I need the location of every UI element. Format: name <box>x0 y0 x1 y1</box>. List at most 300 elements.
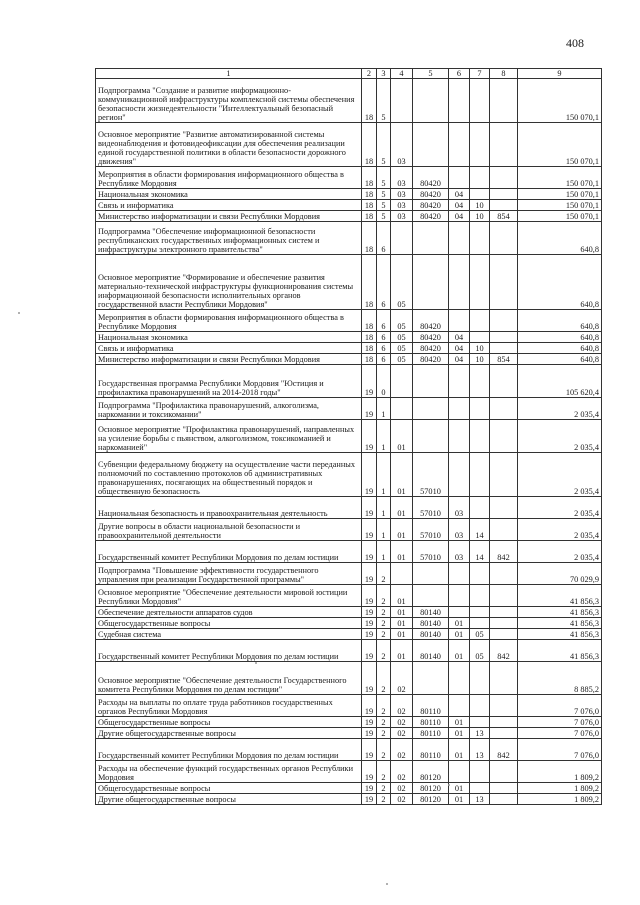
cell-sum: 150 070,1 <box>518 123 602 167</box>
cell-dir: 80420 <box>413 354 449 365</box>
cell-name: Мероприятия в области формирования информационного общества в Республике Мордовия <box>96 310 362 332</box>
cell-grbs <box>490 343 518 354</box>
table-row <box>96 222 602 255</box>
cell-grbs <box>490 585 518 607</box>
cell-grbs <box>490 783 518 794</box>
cell-name: Подпрограмма "Создание и развитие информационно-коммуникационной инфраструктуры комплексной системы обеспечения безопасности жизнедеятельности "Интеллектуальный безопасный регион" <box>96 79 362 123</box>
cell-sum: 150 070,1 <box>518 189 602 200</box>
cell-name: Основное мероприятие "Обеспечение деятельности мировой юстиции Республики Мордовия" <box>96 585 362 607</box>
cell-name: Основное мероприятие "Профилактика правонарушений, направленных на усиление борьбы с пьянством, алкоголизмом, токсикоманией и наркоманией" <box>96 420 362 453</box>
cell-name: Мероприятия в области формирования информационного общества в Республике Мордовия <box>96 167 362 189</box>
cell-sp: 6 <box>377 255 391 310</box>
header-cell: 2 <box>362 69 377 79</box>
cell-sp: 2 <box>377 629 391 640</box>
cell-podrazdel <box>470 563 490 585</box>
cell-podrazdel: 10 <box>470 200 490 211</box>
cell-sum: 2 035,4 <box>518 541 602 563</box>
cell-sum: 150 070,1 <box>518 167 602 189</box>
cell-razdel: 04 <box>449 200 470 211</box>
cell-sum: 640,8 <box>518 222 602 255</box>
cell-om <box>391 398 413 420</box>
cell-podrazdel <box>470 497 490 519</box>
cell-grbs <box>490 310 518 332</box>
cell-name: Основное мероприятие "Обеспечение деятельности Государственного комитета Республики Мордовия по делам юстиции" <box>96 662 362 695</box>
cell-podrazdel <box>470 398 490 420</box>
cell-razdel: 04 <box>449 343 470 354</box>
cell-podrazdel <box>470 662 490 695</box>
cell-name: Связь и информатика <box>96 200 362 211</box>
cell-grbs <box>490 255 518 310</box>
cell-dir: 80420 <box>413 200 449 211</box>
table-row <box>96 398 602 420</box>
table-row <box>96 541 602 563</box>
cell-sp: 2 <box>377 783 391 794</box>
table-row <box>96 453 602 497</box>
cell-razdel <box>449 79 470 123</box>
cell-sum: 41 856,3 <box>518 607 602 618</box>
cell-podrazdel: 13 <box>470 739 490 761</box>
cell-gp: 19 <box>362 585 377 607</box>
cell-sum: 41 856,3 <box>518 640 602 662</box>
cell-name: Государственный комитет Республики Мордовия по делам юстиции <box>96 640 362 662</box>
cell-podrazdel: 10 <box>470 354 490 365</box>
cell-sum: 41 856,3 <box>518 629 602 640</box>
cell-gp: 18 <box>362 79 377 123</box>
cell-gp: 19 <box>362 365 377 398</box>
cell-grbs <box>490 420 518 453</box>
cell-sp: 2 <box>377 794 391 805</box>
cell-sum: 1 809,2 <box>518 761 602 783</box>
table-row <box>96 761 602 783</box>
cell-sp: 2 <box>377 585 391 607</box>
cell-dir <box>413 662 449 695</box>
cell-razdel: 01 <box>449 783 470 794</box>
cell-razdel <box>449 222 470 255</box>
cell-razdel <box>449 420 470 453</box>
cell-sp: 2 <box>377 640 391 662</box>
cell-dir: 80420 <box>413 310 449 332</box>
cell-sum: 8 885,2 <box>518 662 602 695</box>
cell-grbs: 842 <box>490 640 518 662</box>
cell-gp: 19 <box>362 497 377 519</box>
cell-name: Судебная система <box>96 629 362 640</box>
cell-name: Общегосударственные вопросы <box>96 783 362 794</box>
cell-razdel <box>449 585 470 607</box>
cell-podrazdel <box>470 222 490 255</box>
cell-dir <box>413 420 449 453</box>
cell-dir <box>413 365 449 398</box>
cell-sum: 41 856,3 <box>518 585 602 607</box>
cell-gp: 19 <box>362 519 377 541</box>
cell-razdel: 04 <box>449 211 470 222</box>
cell-razdel: 04 <box>449 189 470 200</box>
table-row <box>96 310 602 332</box>
cell-name: Государственный комитет Республики Мордовия по делам юстиции <box>96 541 362 563</box>
cell-om: 01 <box>391 607 413 618</box>
cell-razdel: 01 <box>449 717 470 728</box>
header-cell: 6 <box>449 69 470 79</box>
cell-om: 01 <box>391 541 413 563</box>
cell-razdel <box>449 398 470 420</box>
cell-sum: 640,8 <box>518 354 602 365</box>
cell-sum: 640,8 <box>518 343 602 354</box>
cell-om: 02 <box>391 662 413 695</box>
cell-dir <box>413 123 449 167</box>
cell-name: Расходы на обеспечение функций государственных органов Республики Мордовия <box>96 761 362 783</box>
cell-grbs <box>490 167 518 189</box>
cell-om: 05 <box>391 255 413 310</box>
cell-grbs <box>490 453 518 497</box>
cell-grbs <box>490 79 518 123</box>
cell-gp: 19 <box>362 695 377 717</box>
cell-sp: 5 <box>377 211 391 222</box>
cell-sp: 5 <box>377 167 391 189</box>
cell-gp: 19 <box>362 541 377 563</box>
cell-sp: 0 <box>377 365 391 398</box>
cell-gp: 18 <box>362 354 377 365</box>
cell-razdel: 04 <box>449 354 470 365</box>
cell-podrazdel <box>470 79 490 123</box>
cell-podrazdel <box>470 717 490 728</box>
cell-gp: 19 <box>362 761 377 783</box>
header-row <box>96 69 602 79</box>
cell-razdel <box>449 563 470 585</box>
cell-sum: 7 076,0 <box>518 695 602 717</box>
cell-name: Другие общегосударственные вопросы <box>96 794 362 805</box>
cell-om <box>391 79 413 123</box>
cell-razdel <box>449 365 470 398</box>
cell-sum: 2 035,4 <box>518 398 602 420</box>
cell-sum: 105 620,4 <box>518 365 602 398</box>
cell-name: Государственный комитет Республики Мордовия по делам юстиции <box>96 739 362 761</box>
table-row <box>96 167 602 189</box>
cell-podrazdel: 14 <box>470 519 490 541</box>
header-cell: 8 <box>490 69 518 79</box>
cell-dir: 80420 <box>413 211 449 222</box>
cell-om: 02 <box>391 794 413 805</box>
cell-sp: 2 <box>377 761 391 783</box>
cell-podrazdel <box>470 585 490 607</box>
cell-grbs <box>490 398 518 420</box>
cell-sp: 2 <box>377 717 391 728</box>
cell-razdel: 01 <box>449 728 470 739</box>
cell-om: 03 <box>391 200 413 211</box>
cell-razdel: 01 <box>449 629 470 640</box>
cell-sum: 2 035,4 <box>518 453 602 497</box>
cell-sum: 2 035,4 <box>518 519 602 541</box>
table-row <box>96 717 602 728</box>
cell-om: 02 <box>391 695 413 717</box>
cell-name: Подпрограмма "Обеспечение информационной безопасности республиканских государственных информационных систем и инфраструктуры электронного правительства" <box>96 222 362 255</box>
cell-razdel: 03 <box>449 541 470 563</box>
cell-om: 01 <box>391 519 413 541</box>
cell-gp: 19 <box>362 420 377 453</box>
cell-name: Субвенции федеральному бюджету на осуществление части переданных полномочий по составлению протоколов об административных правонарушениях, посягающих на общественный порядок и общественную безопасность <box>96 453 362 497</box>
cell-dir: 80110 <box>413 739 449 761</box>
cell-dir: 80120 <box>413 794 449 805</box>
cell-gp: 19 <box>362 563 377 585</box>
cell-grbs <box>490 607 518 618</box>
cell-grbs <box>490 123 518 167</box>
cell-gp: 18 <box>362 167 377 189</box>
table-row <box>96 354 602 365</box>
cell-razdel: 01 <box>449 618 470 629</box>
cell-sp: 2 <box>377 662 391 695</box>
cell-om: 05 <box>391 332 413 343</box>
cell-razdel <box>449 695 470 717</box>
cell-sum: 640,8 <box>518 310 602 332</box>
cell-om: 01 <box>391 420 413 453</box>
cell-name: Подпрограмма "Профилактика правонарушений, алкоголизма, наркомании и токсикомании" <box>96 398 362 420</box>
cell-grbs <box>490 695 518 717</box>
cell-sp: 5 <box>377 200 391 211</box>
cell-sum: 1 809,2 <box>518 783 602 794</box>
cell-dir: 57010 <box>413 519 449 541</box>
cell-podrazdel <box>470 607 490 618</box>
cell-grbs <box>490 728 518 739</box>
cell-sp: 1 <box>377 519 391 541</box>
cell-sp: 6 <box>377 310 391 332</box>
cell-sp: 5 <box>377 123 391 167</box>
cell-dir: 57010 <box>413 541 449 563</box>
cell-dir <box>413 398 449 420</box>
header-cell: 7 <box>470 69 490 79</box>
header-cell: 5 <box>413 69 449 79</box>
cell-om: 02 <box>391 717 413 728</box>
cell-sum: 41 856,3 <box>518 618 602 629</box>
cell-podrazdel <box>470 189 490 200</box>
cell-name: Другие вопросы в области национальной безопасности и правоохранительной деятельности <box>96 519 362 541</box>
cell-razdel <box>449 761 470 783</box>
cell-dir: 57010 <box>413 453 449 497</box>
cell-name: Расходы на выплаты по оплате труда работников государственных органов Республики Мордовия <box>96 695 362 717</box>
cell-om: 03 <box>391 167 413 189</box>
cell-grbs <box>490 519 518 541</box>
cell-dir: 80420 <box>413 167 449 189</box>
cell-om: 05 <box>391 354 413 365</box>
cell-gp: 18 <box>362 222 377 255</box>
cell-sp: 6 <box>377 354 391 365</box>
table-row <box>96 189 602 200</box>
cell-podrazdel <box>470 453 490 497</box>
cell-dir: 80420 <box>413 332 449 343</box>
cell-om: 02 <box>391 739 413 761</box>
cell-podrazdel: 13 <box>470 794 490 805</box>
cell-razdel <box>449 662 470 695</box>
cell-dir <box>413 222 449 255</box>
cell-sum: 7 076,0 <box>518 739 602 761</box>
table-row <box>96 519 602 541</box>
cell-sum: 7 076,0 <box>518 717 602 728</box>
cell-sp: 2 <box>377 739 391 761</box>
table-row <box>96 618 602 629</box>
cell-podrazdel <box>470 618 490 629</box>
cell-grbs: 842 <box>490 541 518 563</box>
cell-om: 05 <box>391 310 413 332</box>
table-row <box>96 695 602 717</box>
cell-dir: 80110 <box>413 728 449 739</box>
cell-razdel: 04 <box>449 332 470 343</box>
cell-grbs <box>490 497 518 519</box>
cell-sp: 2 <box>377 728 391 739</box>
table-row <box>96 420 602 453</box>
cell-sp: 2 <box>377 618 391 629</box>
cell-sum: 7 076,0 <box>518 728 602 739</box>
header-cell: 1 <box>96 69 362 79</box>
table-row <box>96 739 602 761</box>
cell-podrazdel: 05 <box>470 640 490 662</box>
cell-dir: 80110 <box>413 717 449 728</box>
cell-podrazdel: 05 <box>470 629 490 640</box>
cell-grbs: 842 <box>490 739 518 761</box>
cell-sp: 1 <box>377 398 391 420</box>
cell-om: 02 <box>391 761 413 783</box>
cell-gp: 18 <box>362 310 377 332</box>
cell-podrazdel <box>470 123 490 167</box>
cell-grbs: 854 <box>490 211 518 222</box>
cell-om: 01 <box>391 629 413 640</box>
table-row <box>96 728 602 739</box>
cell-om: 01 <box>391 497 413 519</box>
cell-gp: 18 <box>362 332 377 343</box>
cell-dir: 80110 <box>413 695 449 717</box>
cell-sp: 1 <box>377 541 391 563</box>
header-cell: 3 <box>377 69 391 79</box>
cell-name: Министерство информатизации и связи Республики Мордовия <box>96 354 362 365</box>
cell-sum: 70 029,9 <box>518 563 602 585</box>
cell-podrazdel: 10 <box>470 343 490 354</box>
table-row <box>96 585 602 607</box>
cell-gp: 19 <box>362 728 377 739</box>
cell-podrazdel: 14 <box>470 541 490 563</box>
header-cell: 9 <box>518 69 602 79</box>
cell-om: 02 <box>391 783 413 794</box>
cell-name: Общегосударственные вопросы <box>96 618 362 629</box>
cell-grbs <box>490 629 518 640</box>
cell-sum: 150 070,1 <box>518 200 602 211</box>
cell-gp: 19 <box>362 640 377 662</box>
cell-podrazdel <box>470 695 490 717</box>
table-row <box>96 794 602 805</box>
cell-sum: 640,8 <box>518 255 602 310</box>
cell-razdel <box>449 310 470 332</box>
cell-gp: 19 <box>362 453 377 497</box>
cell-name: Другие общегосударственные вопросы <box>96 728 362 739</box>
cell-razdel <box>449 453 470 497</box>
cell-om: 02 <box>391 728 413 739</box>
cell-name: Министерство информатизации и связи Республики Мордовия <box>96 211 362 222</box>
cell-sum: 2 035,4 <box>518 420 602 453</box>
cell-dir <box>413 79 449 123</box>
cell-razdel <box>449 255 470 310</box>
cell-om: 03 <box>391 211 413 222</box>
cell-name: Государственная программа Республики Мордовия "Юстиция и профилактика правонарушений на 2014-2018 годы" <box>96 365 362 398</box>
cell-razdel: 03 <box>449 497 470 519</box>
cell-name: Обеспечение деятельности аппаратов судов <box>96 607 362 618</box>
cell-razdel: 01 <box>449 739 470 761</box>
cell-om: 01 <box>391 453 413 497</box>
cell-sp: 5 <box>377 79 391 123</box>
cell-name: Национальная безопасность и правоохранительная деятельность <box>96 497 362 519</box>
cell-podrazdel <box>470 783 490 794</box>
header-cell: 4 <box>391 69 413 79</box>
cell-gp: 19 <box>362 717 377 728</box>
cell-grbs <box>490 662 518 695</box>
cell-grbs: 854 <box>490 354 518 365</box>
cell-sp: 6 <box>377 343 391 354</box>
cell-grbs <box>490 200 518 211</box>
cell-grbs <box>490 794 518 805</box>
table-row <box>96 211 602 222</box>
cell-razdel <box>449 167 470 189</box>
cell-dir: 80140 <box>413 629 449 640</box>
cell-dir: 80140 <box>413 607 449 618</box>
cell-dir: 57010 <box>413 497 449 519</box>
cell-dir: 80420 <box>413 189 449 200</box>
cell-grbs <box>490 717 518 728</box>
cell-sp: 5 <box>377 189 391 200</box>
cell-podrazdel <box>470 310 490 332</box>
cell-dir <box>413 255 449 310</box>
cell-sum: 2 035,4 <box>518 497 602 519</box>
cell-gp: 18 <box>362 211 377 222</box>
cell-name: Национальная экономика <box>96 189 362 200</box>
table-row <box>96 497 602 519</box>
cell-sp: 1 <box>377 420 391 453</box>
cell-om: 05 <box>391 343 413 354</box>
cell-razdel: 01 <box>449 640 470 662</box>
table-row <box>96 563 602 585</box>
table-row <box>96 640 602 662</box>
cell-grbs <box>490 365 518 398</box>
table-row <box>96 662 602 695</box>
cell-grbs <box>490 222 518 255</box>
table-row <box>96 79 602 123</box>
cell-gp: 19 <box>362 618 377 629</box>
cell-gp: 18 <box>362 200 377 211</box>
table-row <box>96 343 602 354</box>
cell-om: 03 <box>391 123 413 167</box>
cell-om <box>391 222 413 255</box>
table-row <box>96 332 602 343</box>
cell-gp: 19 <box>362 794 377 805</box>
cell-grbs <box>490 618 518 629</box>
cell-razdel <box>449 607 470 618</box>
cell-podrazdel: 10 <box>470 211 490 222</box>
cell-dir <box>413 585 449 607</box>
cell-gp: 19 <box>362 783 377 794</box>
cell-sp: 2 <box>377 563 391 585</box>
cell-name: Основное мероприятие "Развитие автоматизированной системы видеонаблюдения и фотовидеофиксации для обеспечения реализации единой государственной политики в области безопасности дорожного движения" <box>96 123 362 167</box>
cell-dir: 80120 <box>413 761 449 783</box>
cell-name: Связь и информатика <box>96 343 362 354</box>
cell-razdel: 03 <box>449 519 470 541</box>
cell-podrazdel <box>470 332 490 343</box>
page-number: 408 <box>566 36 584 50</box>
cell-dir: 80140 <box>413 640 449 662</box>
cell-podrazdel <box>470 420 490 453</box>
cell-gp: 19 <box>362 629 377 640</box>
cell-sp: 6 <box>377 222 391 255</box>
cell-gp: 19 <box>362 662 377 695</box>
table-row <box>96 123 602 167</box>
cell-sum: 150 070,1 <box>518 79 602 123</box>
cell-grbs <box>490 332 518 343</box>
cell-name: Общегосударственные вопросы <box>96 717 362 728</box>
cell-gp: 19 <box>362 607 377 618</box>
budget-table <box>95 68 602 805</box>
cell-gp: 19 <box>362 739 377 761</box>
